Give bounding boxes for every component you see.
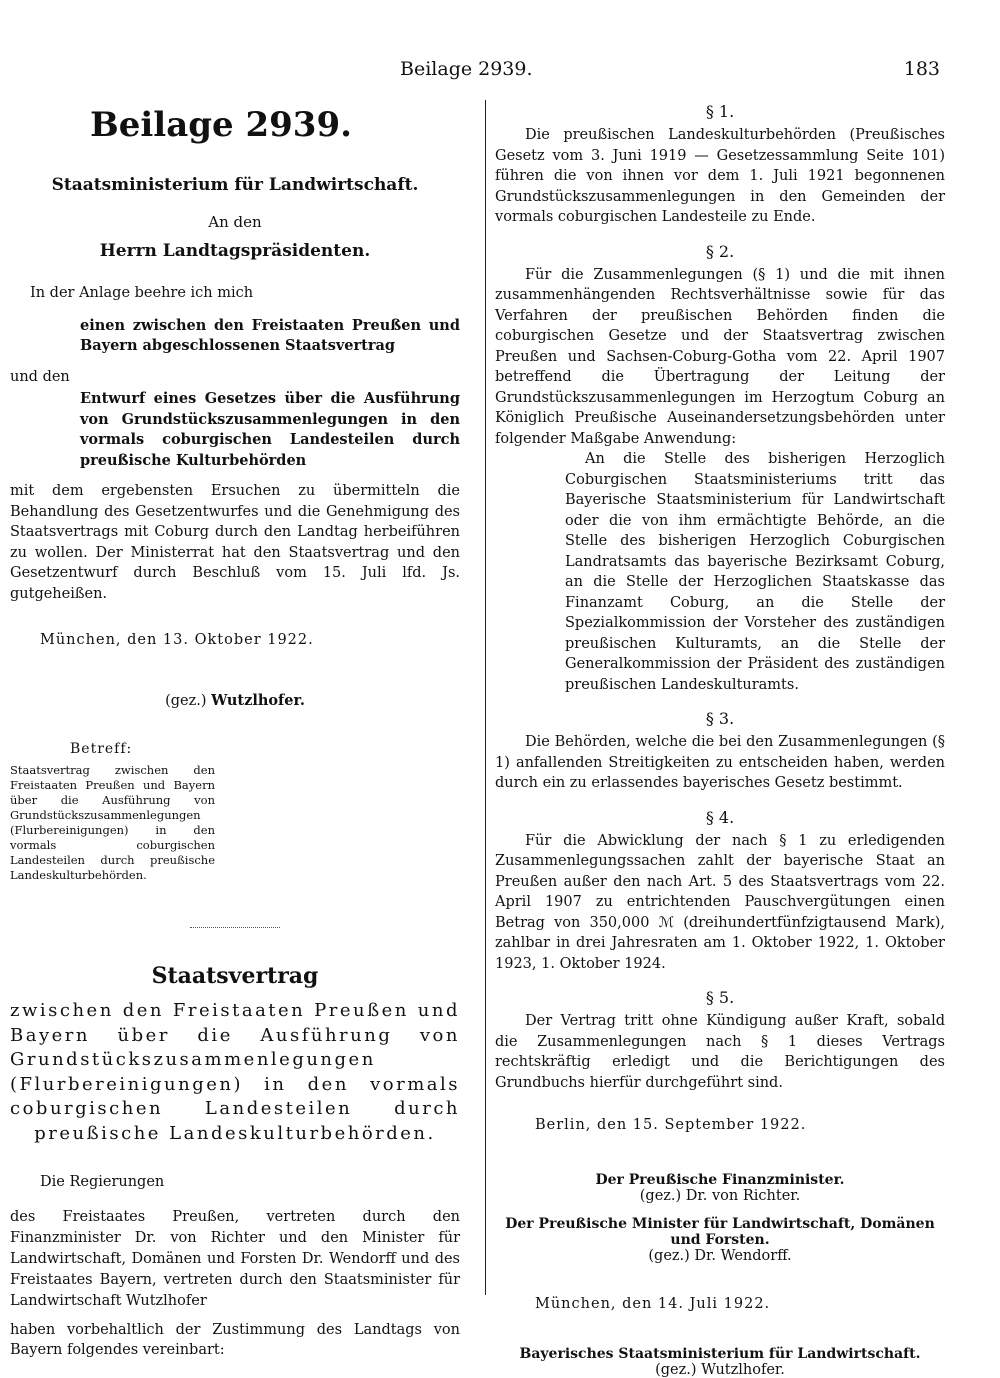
section-2-text: Für die Zusammenlegungen (§ 1) und die mit ihnen zusammenhängenden Rechtsverhältnisse sowie für das Verfahren der preußischen Behörden finden die coburgischen Gesetze und der Staatsvertrag zwischen Preußen und Sachsen-Coburg-Gotha vom 22. April 1907 betreffend die Übertragung der Leitung der Grundstückszusammenlegungen im Herzogtum Coburg an Königlich Preußische Auseinandersetzungsbehörden unter folgender Maßgabe Anwendung: [495,266,945,447]
section-1-text: Die preußischen Landeskulturbehörden (Preußisches Gesetz vom 3. Juni 1919 — Gesetzessammlung Seite 101) führen die von ihnen vor dem 1. Juli 1921 begonnenen Grundstückszusammenlegungen in den Gemeinden der vormals coburgischen Landesteile zu Ende. [495,127,945,225]
running-header [400,58,940,80]
enclosure-item-1: einen zwischen den Freistaaten Preußen und Bayern abgeschlossenen Staatsvertrag [80,316,460,354]
letter-place-date: München, den 13. Oktober 1922. [40,632,314,648]
munich-date: München, den 14. Juli 1922. [535,1295,771,1312]
section-3-text: Die Behörden, welche die bei den Zusammenlegungen (§ 1) anfallenden Streitigkeiten zu entscheiden haben, werden durch ein zu erlassendes bayerisches Gesetz bestimmt. [495,734,945,791]
signature-prefix: (gez.) [165,692,207,709]
section-2-indented: An die Stelle des bisherigen Herzoglich Coburgischen Staatsministeriums tritt das Bayerische Staatsministerium für Landwirtschaft oder die von ihm ermächtigte Behörde, an die Stelle des bisherigen Herzoglich Coburgischen Landratsamts das bayerische Bezirksamt Coburg, an die Stelle der Herzoglichen Staatskasse das Finanzamt Coburg, an die Stelle der Spezialkommission der Vorsteher des zuständigen preußischen Kulturamts, an die Stelle der Generalkommission der Präsident des zuständigen preußischen Landeskulturamts. [565,451,945,693]
recipient: Herrn Landtagspräsidenten. [99,241,371,261]
document-title: Beilage 2939. [90,105,352,145]
right-column [495,96,945,1378]
column-divider [485,100,486,1295]
sender-ministry: Staatsministerium für Landwirtschaft. [51,175,419,195]
signatory-2-name: (gez.) Dr. Wendorff. [648,1247,792,1264]
running-title: Beilage 2939. [400,58,533,80]
die-regierungen: Die Regierungen [40,1174,165,1190]
signatory-3-title: Bayerisches Staatsministerium für Landwirtschaft. [519,1346,921,1362]
berlin-date: Berlin, den 15. September 1922. [535,1117,807,1133]
signatory-3-name: (gez.) Wutzlhofer. [655,1362,785,1378]
section-4-label: § 4. [705,807,735,827]
signatory-1-title: Der Preußische Finanzminister. [595,1171,845,1188]
section-2-label: § 2. [705,241,735,261]
signatory-2-title: Der Preußische Minister für Landwirtschaft, Domänen und Forsten. [505,1215,935,1248]
und-den-line: und den [10,368,70,385]
page-number: 183 [903,58,940,80]
signature-name: Wutzlhofer. [211,691,305,709]
section-1-label: § 1. [705,102,735,121]
letter-body: mit dem ergebensten Ersuchen zu übermitteln die Behandlung des Gesetzentwurfes und die Genehmigung des Staatsvertrags mit Coburg durch den Landtag herbeiführen zu wollen. Der Ministerrat hat den Staatsvertrag und den Gesetzentwurf durch Beschluß vom 15. Juli lfd. Js. gutgeheißen. [10,483,460,602]
section-5-text: Der Vertrag tritt ohne Kündigung außer Kraft, sobald die Zusammenlegungen nach § 1 dieses Vertrags rechtskräftig erledigt und die Berichtigungen des Grundbuchs hierfür durchgeführt sind. [495,1013,945,1091]
section-3-label: § 3. [705,709,735,728]
section-5-label: § 5. [705,988,735,1007]
betreff-heading: Betreff: [70,741,133,757]
treaty-title: Staatsvertrag [151,963,319,989]
letter-signature [10,691,460,712]
treaty-subtitle: zwischen den Freistaaten Preußen und Bayern über die Ausführung von Grundstückszusammenlegungen (Flurbereinigungen) in den vormals coburgischen Landesteilen durch preußische Landeskulturbehörden. [10,1000,460,1144]
enclosure-item-2: Entwurf eines Gesetzes über die Ausführung von Grundstückszusammenlegungen in den vormals coburgischen Landesteilen durch preußische Kulturbehörden [80,390,460,469]
treaty-parties: des Freistaates Preußen, vertreten durch den Finanzminister Dr. von Richter und den Minister für Landwirtschaft, Domänen und Forsten Dr. Wendorff und des Freistaates Bayern, vertreten durch den Staatsminister für Landwirtschaft Wutzlhofer [10,1208,460,1309]
intro-line: In der Anlage beehre ich mich [30,285,254,301]
separator-rule [190,927,280,929]
treaty-agreement: haben vorbehaltlich der Zustimmung des Landtags von Bayern folgendes vereinbart: [10,1321,460,1358]
left-column [10,95,460,1361]
address-line: An den [208,213,262,231]
betreff-text: Staatsvertrag zwischen den Freistaaten Preußen und Bayern über die Ausführung von Grundstückszusammenlegungen (Flurbereinigungen) in den vormals coburgischen Landesteilen durch preußische Landeskulturbehörden. [10,763,215,882]
section-4-text: Für die Abwicklung der nach § 1 zu erledigenden Zusammenlegungssachen zahlt der bayerische Staat an Preußen außer den nach Art. 5 des Staatsvertrags vom 22. April 1907 zu entrichtenden Pauschvergütungen einen Betrag von 350,000 ℳ (dreihundertfünfzigtausend Mark), zahlbar in drei Jahresraten am 1. Oktober 1922, 1. Oktober 1923, 1. Oktober 1924. [495,832,945,972]
signatory-1-name: (gez.) Dr. von Richter. [639,1187,801,1204]
